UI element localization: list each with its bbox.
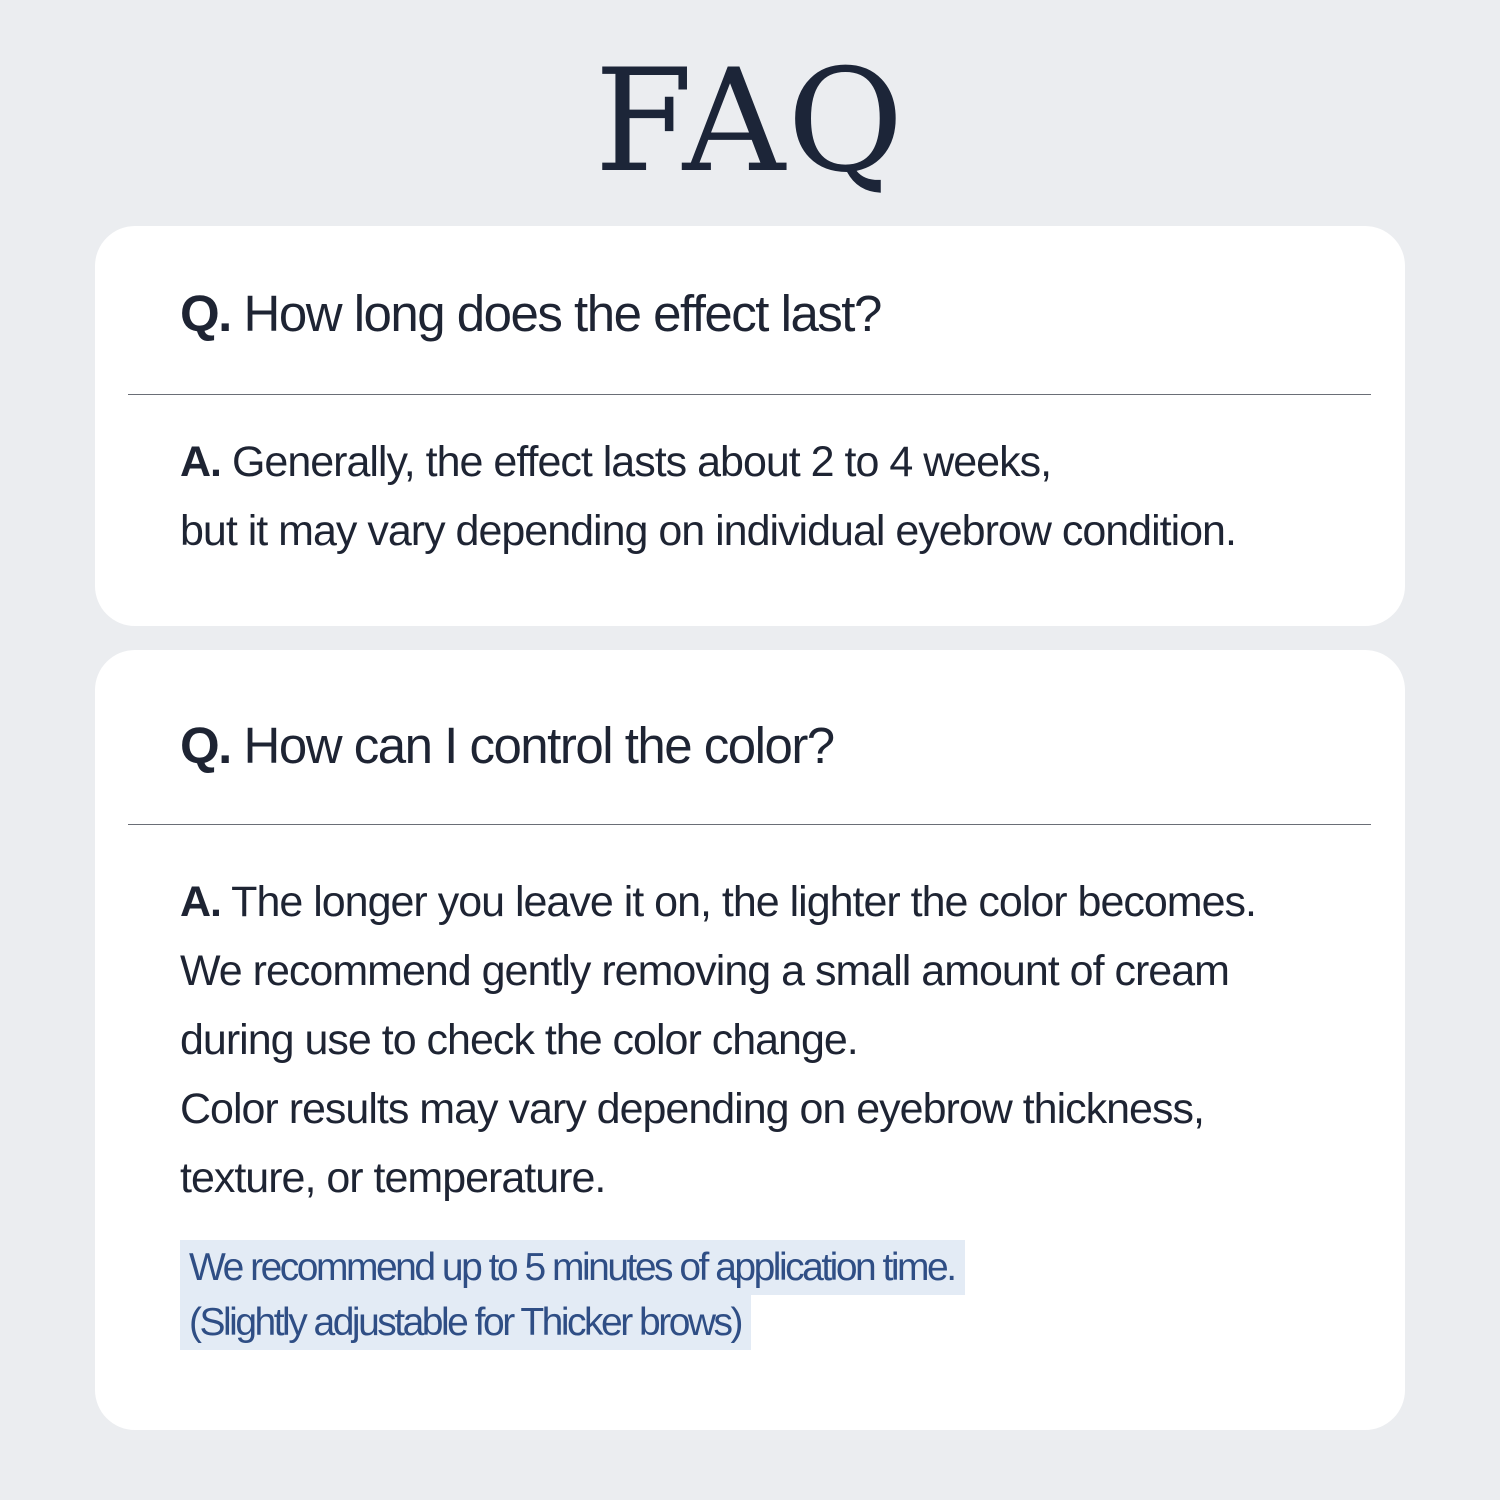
faq-question [180,716,834,776]
question-prefix: Q. [180,717,231,774]
faq-card-duration [95,226,1405,626]
answer-prefix: A. [180,878,221,926]
answer-line: A. Generally, the effect lasts about 2 to 4 weeks, [180,438,1052,486]
faq-answer [180,868,1256,1213]
question-text: How can I control the color? [243,717,834,774]
answer-line: We recommend gently removing a small amount of cream [180,947,1229,995]
page-title: FAQ [594,39,906,204]
answer-line: during use to check the color change. [180,1016,858,1064]
highlighted-note [180,1240,965,1350]
answer-line: but it may vary depending on individual eyebrow condition. [180,507,1236,555]
note-line: (Slightly adjustable for Thicker brows) [180,1295,751,1350]
answer-prefix: A. [180,438,221,486]
divider [128,394,1371,395]
faq-question [180,284,881,344]
question-text: How long does the effect last? [243,285,881,342]
answer-line: texture, or temperature. [180,1154,606,1202]
faq-card-color [95,650,1405,1430]
question-prefix: Q. [180,285,231,342]
note-line: We recommend up to 5 minutes of application time. [180,1240,965,1295]
answer-line: Color results may vary depending on eyebrow thickness, [180,1085,1204,1133]
answer-line: A. The longer you leave it on, the lighter the color becomes. [180,878,1256,926]
faq-answer [180,428,1236,566]
divider [128,824,1371,825]
